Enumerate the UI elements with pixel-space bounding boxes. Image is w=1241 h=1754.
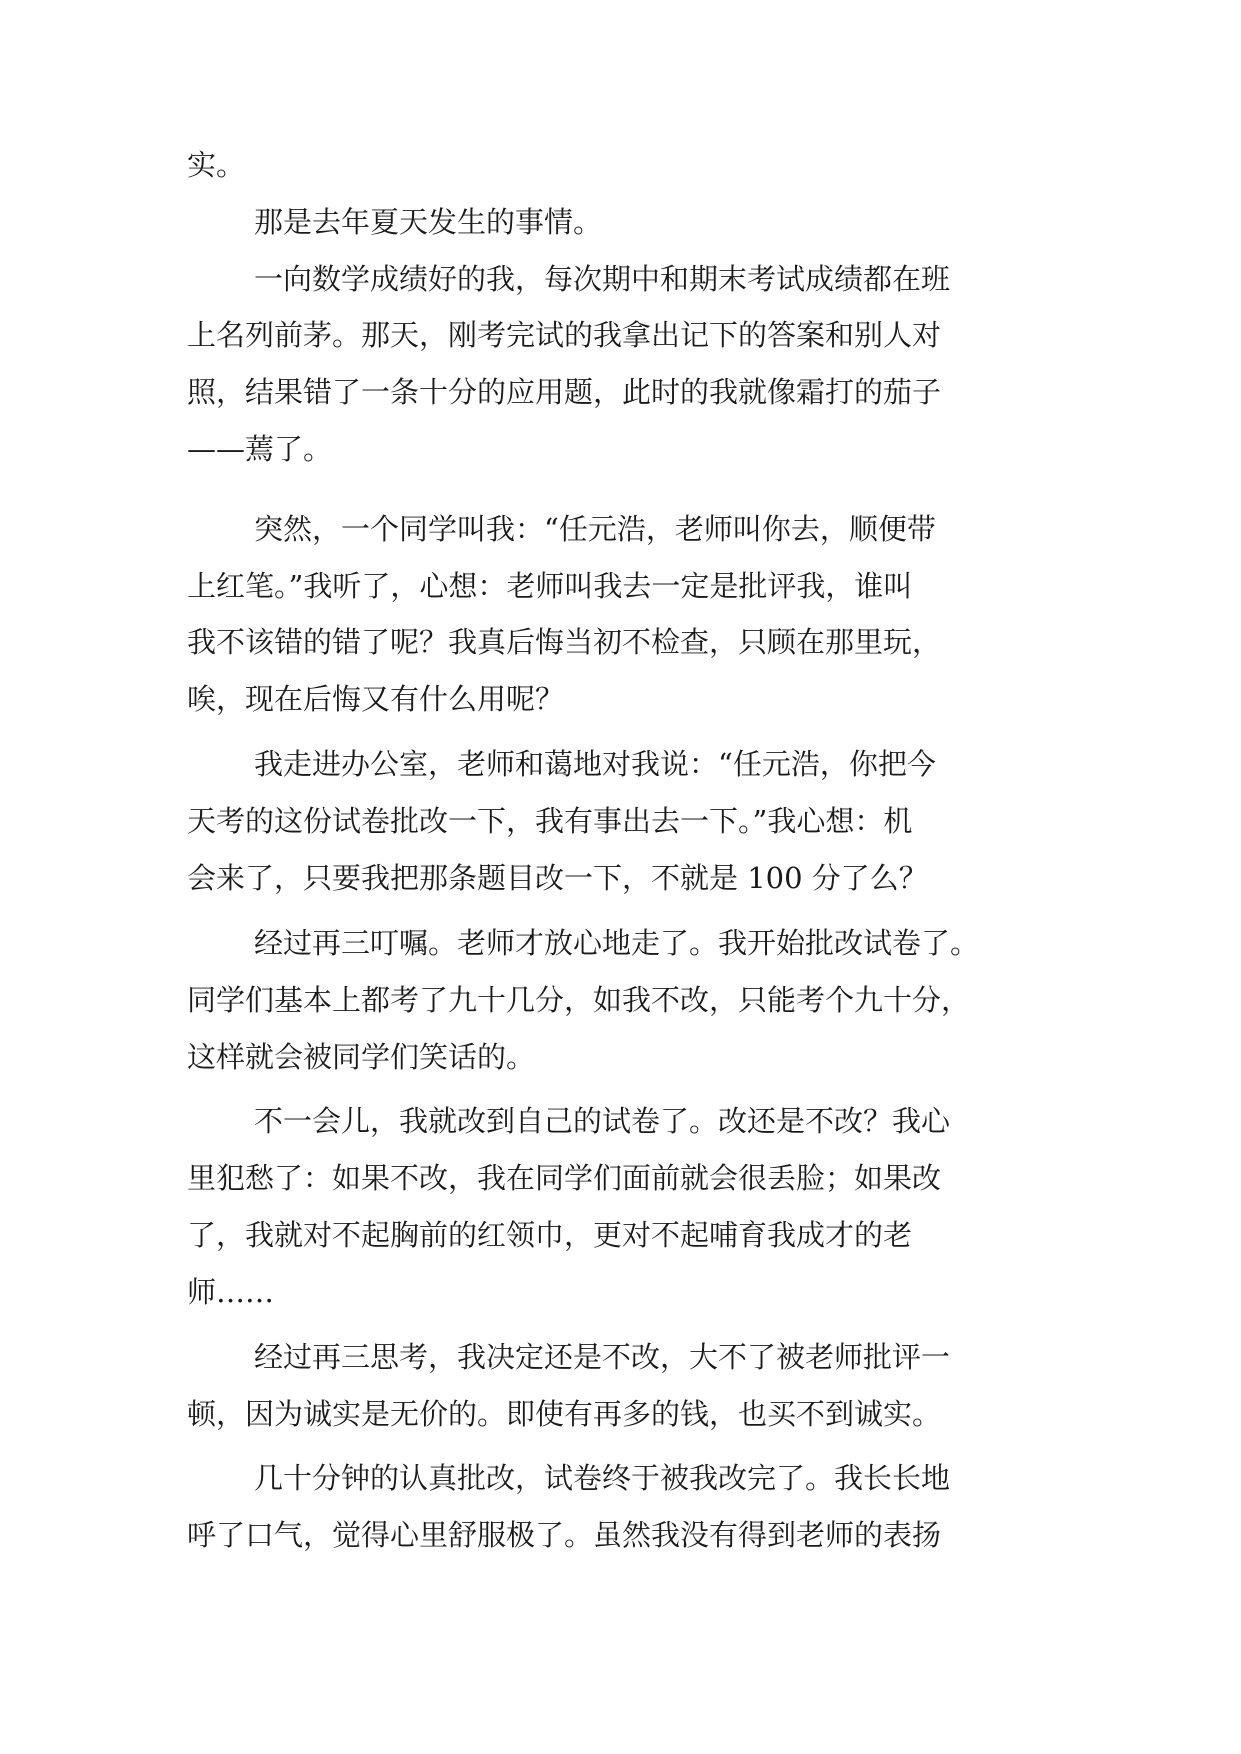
text-line: 我不该错的错了呢？我真后悔当初不检查，只顾在那里玩， xyxy=(187,625,942,659)
text-line: 经过再三叮嘱。老师才放心地走了。我开始批改试卷了。 xyxy=(254,926,980,960)
text-line: 师…… xyxy=(187,1275,275,1309)
text-line: 照，结果错了一条十分的应用题，此时的我就像霜打的茄子 xyxy=(187,375,942,409)
text-line: 实。 xyxy=(187,148,246,182)
text-line: 上名列前茅。那天，刚考完试的我拿出记下的答案和别人对 xyxy=(187,318,942,352)
text-line: 上红笔。”我听了，心想：老师叫我去一定是批评我，谁叫 xyxy=(187,569,913,603)
text-line: ——蔫了。 xyxy=(187,432,333,466)
text-line: 那是去年夏天发生的事情。 xyxy=(254,205,603,239)
text-line: 经过再三思考，我决定还是不改，大不了被老师批评一 xyxy=(254,1340,951,1374)
text-line: 了，我就对不起胸前的红领巾，更对不起哺育我成才的老 xyxy=(187,1218,913,1252)
text-line: 我走进办公室，老师和蔼地对我说：“任元浩，你把今 xyxy=(254,747,936,781)
text-line: 一向数学成绩好的我，每次期中和期末考试成绩都在班 xyxy=(254,262,951,296)
text-line: 里犯愁了：如果不改，我在同学们面前就会很丢脸；如果改 xyxy=(187,1161,942,1195)
text-line: 顿，因为诚实是无价的。即使有再多的钱，也买不到诚实。 xyxy=(187,1397,942,1431)
text-line: 呼了口气，觉得心里舒服极了。虽然我没有得到老师的表扬 xyxy=(187,1518,942,1552)
text-line: 天考的这份试卷批改一下，我有事出去一下。”我心想：机 xyxy=(187,804,913,838)
text-line: 唉，现在后悔又有什么用呢？ xyxy=(187,682,565,716)
text-line: 会来了，只要我把那条题目改一下，不就是 100 分了么？ xyxy=(187,861,928,895)
text-line: 几十分钟的认真批改，试卷终于被我改完了。我长长地 xyxy=(254,1461,951,1495)
text-line: 不一会儿，我就改到自己的试卷了。改还是不改？我心 xyxy=(254,1104,951,1138)
text-line: 突然，一个同学叫我：“任元浩，老师叫你去，顺便带 xyxy=(254,512,936,546)
text-line: 这样就会被同学们笑话的。 xyxy=(187,1040,536,1074)
text-line: 同学们基本上都考了九十几分，如我不改，只能考个九十分， xyxy=(187,983,971,1017)
